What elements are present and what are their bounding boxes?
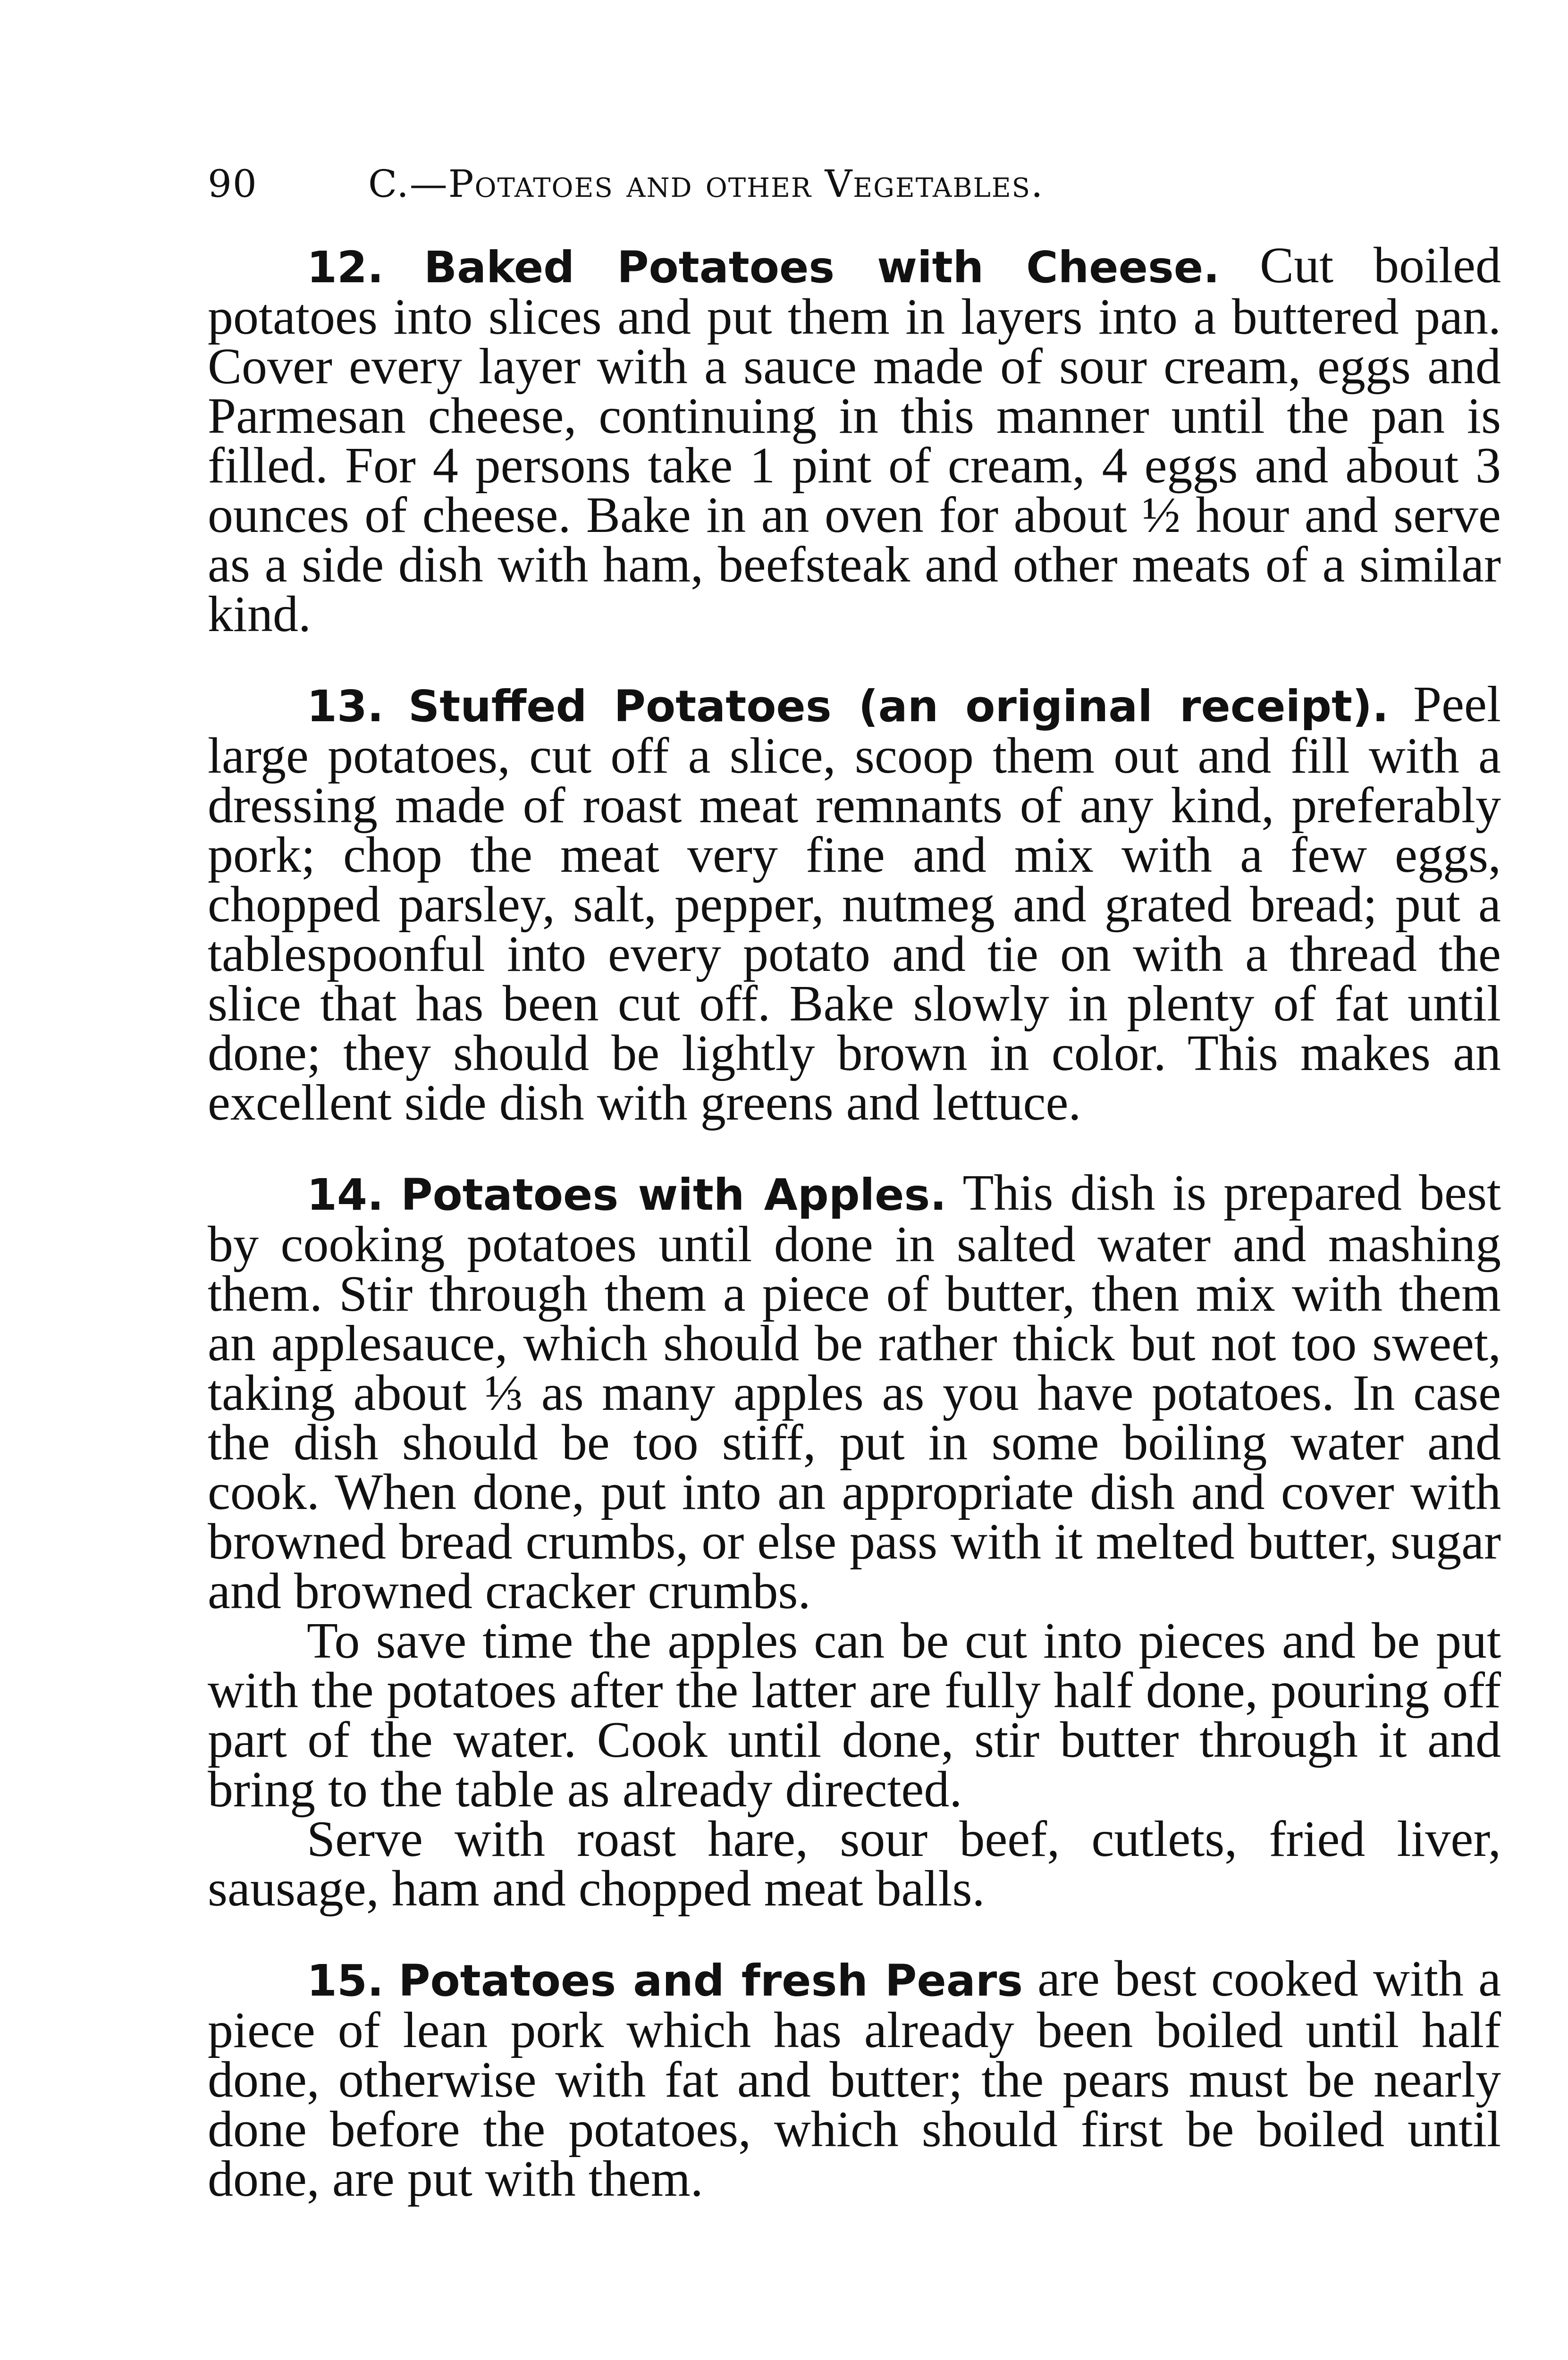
recipe-paragraph xyxy=(208,676,1501,1131)
recipe-text: Peel large potatoes, cut off a slice, scoop them out and fill with a dressing made of roast meat remnants of any kind, preferably pork; chop the meat very fine and mix with a few eggs, chopped parsley, salt, pepper, nutmeg and grated bread; put a tablespoonful into every potato and tie on with a thread the slice that has been cut off. Bake slowly in plenty of fat until done; they should be lightly brown in color. This makes an excellent side dish with greens and lettuce. xyxy=(208,676,1501,1131)
recipe-14 xyxy=(208,1165,1501,1917)
section-title: C.—Potatoes and other Vegetables. xyxy=(368,162,1044,206)
recipe-paragraph xyxy=(208,237,1501,642)
recipe-title: Potatoes with Apples. xyxy=(401,1170,947,1220)
recipe-paragraph: Serve with roast hare, sour beef, cutlets, fried liver, sausage, ham and chopped meat balls. xyxy=(208,1811,1501,1917)
recipe-number: 12. xyxy=(307,242,384,293)
recipe-paragraph xyxy=(208,1951,1501,2207)
recipe-number: 15. xyxy=(307,1955,384,2006)
recipe-paragraph: To save time the apples can be cut into pieces and be put with the potatoes after the latter are fully half done, pouring off part of the water. Cook until done, stir butter through it and bring to the table as already directed. xyxy=(208,1613,1501,1818)
recipe-title: Stuffed Potatoes (an original receipt). xyxy=(408,681,1389,732)
recipe-number: 13. xyxy=(307,681,384,732)
recipe-12 xyxy=(208,237,1501,642)
recipe-13 xyxy=(208,676,1501,1131)
page-number: 90 xyxy=(208,162,258,206)
recipe-text: are best cooked with a piece of lean pork which has already been boiled until half done, otherwise with fat and butter; the pears must be nearly done before the potatoes, which should first be boiled until done, are put with them. xyxy=(208,1951,1501,2207)
recipe-title: Baked Potatoes with Cheese. xyxy=(423,242,1220,293)
recipe-text: Cut boiled potatoes into slices and put them in layers into a buttered pan. Cover every layer with a sauce made of sour cream, eggs and Parmesan cheese, continuing in this manner until the pan is filled. For 4 persons take 1 pint of cream, 4 eggs and about 3 ounces of cheese. Bake in an oven for about ½ hour and serve as a side dish with ham, beefsteak and other meats of a similar kind. xyxy=(208,237,1501,642)
recipe-text: This dish is prepared best by cooking potatoes until done in salted water and mashing them. Stir through them a piece of butter, then mix with them an applesauce, which should be rather thick but not too sweet, taking about ⅓ as many apples as you have potatoes. In case the dish should be too stiff, put in some boiling water and cook. When done, put into an appropriate dish and cover with browned bread crumbs, or else pass with it melted butter, sugar and browned cracker crumbs. xyxy=(208,1165,1501,1619)
book-page xyxy=(208,160,1501,2360)
recipe-title: Potatoes and fresh Pears xyxy=(398,1955,1023,2006)
recipe-number: 14. xyxy=(307,1170,384,1220)
recipe-paragraph xyxy=(208,1165,1501,1619)
running-head xyxy=(208,160,1501,212)
recipe-15 xyxy=(208,1951,1501,2207)
